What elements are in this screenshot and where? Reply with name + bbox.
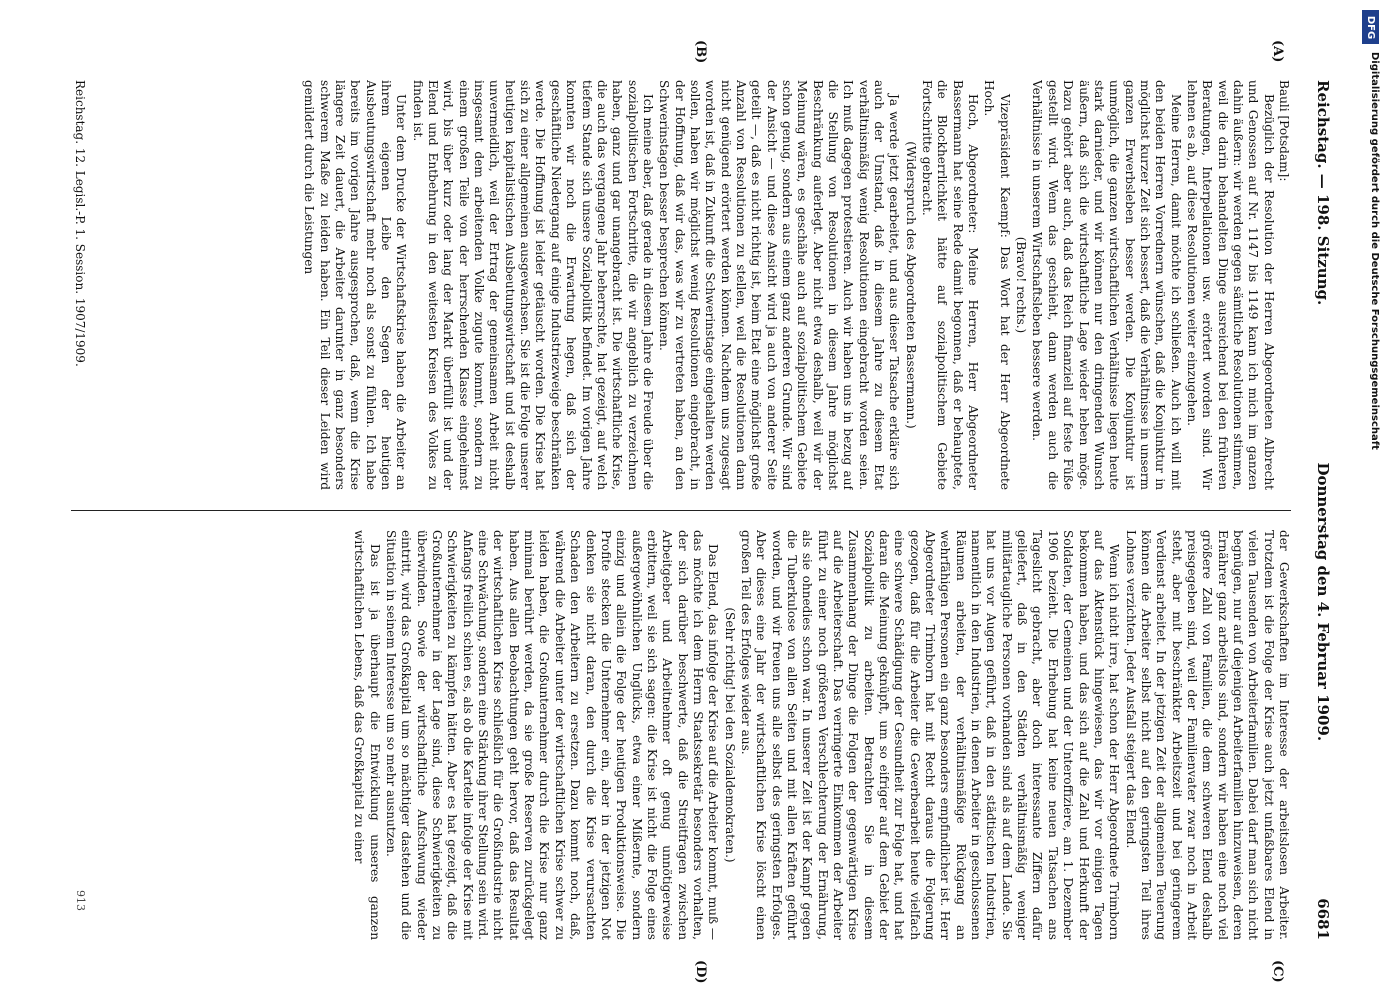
header-page-number: 6681 [1314, 898, 1332, 940]
paragraph: Das Elend, das infolge der Krise auf die Arbeiter kommt, muß — das möchte ich dem Herrn Staatssekretär besonders vorhalten, der sich darüber beschwerte, daß die Streitfragen zwischen Arbeitgeber und Arbeitnehmer oft genug unnötigerweise erbittern, weil sie sich sagen: die Krise ist nicht die Folge eines außergewöhnlichen Unglücks, etwa einer Mißernte, sondern einzig und allein die Folge der heutigen Produktionsweise. Die Profite stecken die Unternehmer ein, aber in der jetzigen Not denken sie nicht daran, den durch die Krise verursachten Schaden den Arbeitern zu ersetzen. Dazu kommt noch, daß, während die Arbeiter unter der wirtschaftlichen Krise schwer zu leiden haben, die Großunternehmer durch die Krise nur ganz minimal berührt werden, da sie große Reserven zurückgelegt haben. Aus allen Beobachtungen geht hervor, daß das Resultat der wirtschaftlichen Krise schließlich für die Großindustrie nicht eine Schwächung, sondern eine Stärkung ihrer Stellung sein wird. Anfangs freilich schien es, als ob die Kartelle infolge der Krise mit Schwierigkeiten zu kämpfen hätten. Aber es hat gezeigt, daß die Großunternehmer in der Lage sind, diese Schwierigkeiten zu überwinden. Sowie der wirtschaftliche Aufschwung wieder eintritt, wird das Großkapital um so mächtiger dastehen und die Situation in seinem Interesse um so mehr ausnutzen. [384, 530, 721, 940]
paragraph: Vizepräsident Kaempf: Das Wort hat der Herr Abgeordnete Hoch. [982, 80, 1012, 490]
page-header [1303, 80, 1343, 940]
margin-marker-a: (A) [1270, 40, 1285, 63]
interjection: (Sehr richtig! bei den Sozialdemokraten.) [722, 607, 737, 863]
margin-marker-b: (B) [693, 40, 708, 64]
paragraph: Unter dem Drucke der Wirtschaftskrise haben die Arbeiter an ihrem eigenen Leibe den Segen der heutigen Ausbeutungswirtschaft mehr noch als sonst zu fühlen. Ich habe bereits im vorigen Jahre ausgesprochen, daß, wenn die Krise längere Zeit dauert, die Arbeiter darunter in ganz besonders schwerem Maße zu leiden haben. Ein Teil dieser Leiden wird gemildert durch die Leistungen [302, 80, 409, 490]
page-footer: Reichstag. 12. Legisl.-P. 1. Session. 1907/1909. [73, 80, 87, 367]
header-left: Reichstag. — 198. Sitzung. [1314, 80, 1332, 306]
interjection: (Bravo! rechts.) [1014, 236, 1029, 334]
dfg-logo [1362, 10, 1379, 44]
left-column [71, 80, 1291, 490]
paragraph: Ich meine aber, daß gerade in diesem Jahre die Freude über die sozialpolitischen Fortschritte, die wir angeblich zu verzeichnen haben, ganz und gar unangebracht ist. Die wirtschaftliche Krise, die auch das vergangene Jahr beherrschte, hat gezeigt, auf welch tiefem Stande sich unsere Sozialpolitik befindet. Im vorigen Jahre konnten wir noch die Erwartung hegen, daß sich der geschäftliche Niedergang auf einige Industriezweige beschränken werde. Die Hoffnung ist leider getäuscht worden. Die Krise hat sich zu einer allgemeinen ausgewachsen. Sie ist die Folge unserer heutigen kapitalistischen Ausbeutungswirtschaft und ist deshalb unvermeidlich, weil der Ertrag der gemeinsamen Arbeit nicht insgesamt dem arbeitenden Volke zugute kommt, sondern zu einem großen Teile von der herrschenden Klasse eingeheimst wird, bis über kurz oder lang der Markt überfüllt ist und der Elend und Entbehrung in den weitesten Kreisen des Volkes zu finden ist. [410, 80, 655, 490]
right-column [71, 530, 1291, 940]
interjection: (Widerspruch des Abgeordneten Bassermann.) [903, 141, 918, 429]
paragraph: Ja werde jetzt gearbeitet, und aus dieser Tatsache erkläre sich auch der Umstand, daß in diesem Jahre zu diesem Etat verhältnismäßig wenig Resolutionen eingebracht worden seien. Ich muß dagegen protestieren. Auch wir haben uns in bezug auf die Stellung von Resolutionen in diesem Jahre möglichst Beschränkung auferlegt. Aber nicht etwa deshalb, weil wir der Meinung wären, es geschähe auch auf sozialpolitischem Gebiete schon genug, sondern aus einem ganz anderen Grunde. Wir sind der Ansicht — und diese Ansicht wird ja auch von anderer Seite geteilt —, daß es nicht richtig ist, beim Etat eine möglichst große Anzahl von Resolutionen zu stellen, weil die Resolutionen dann nicht genügend erörtert werden können. Nachdem uns zugesagt worden ist, daß in Zukunft die Schwerinstage eingehalten werden sollen, haben wir möglichst wenig Resolutionen eingebracht, in der Hoffnung, daß wir das, was wir zu vertreten haben, an den Schwerinstagen besser besprechen können. [657, 80, 902, 490]
dfg-logo-text: DFG [1365, 15, 1376, 39]
paragraph: Hoch, Abgeordneter: Meine Herren, Herr Abgeordneter Bassermann hat seine Rede damit begonnen, daß er behauptete, die Blockherrlichkeit hätte auf sozialpolitischem Gebiete Fortschritte gebracht. [920, 80, 981, 490]
paragraph: der Gewerkschaften im Interesse der arbeitslosen Arbeiter. Trotzdem ist die Folge der Krise auch jetzt unfaßbares Elend in vielen Tausenden von Arbeiterfamilien. Dabei darf man sich nicht begnügen, nur auf diejenigen Arbeiterfamilien hinzuweisen, deren Ernährer ganz arbeitslos sind, sondern wir haben eine noch viel größere Zahl von Familien, die dem schweren Elend deshalb preisgegeben sind, weil der Familienvater zwar noch in Arbeit steht, aber mit beschränkter Arbeitszeit und bei geringerem Verdienst arbeitet. In der jetzigen Zeit der allgemeinen Teuerung können die Arbeiter selbst nicht auf den geringsten Teil ihres Lohnes verzichten. Jeder Ausfall steigert das Elend. [1123, 530, 1291, 940]
paragraph: Bezüglich der Resolution der Herren Abgeordneten Albrecht und Genossen auf Nr. 1147 bis 1149 kann ich mich im ganzen dahin äußern: wir werden gegen sämtliche Resolutionen stimmen, weil die darin behandelten Dinge ausreichend bei den früheren Beratungen, Interpellationen usw. erörtert worden sind. Wir lehnen es ab, auf diese Resolutionen weiter einzugehen. [1184, 80, 1276, 490]
column-divider [71, 510, 1291, 511]
paragraph: Wenn ich nicht irre, hat schon der Herr Abgeordnete Trimborn auf das Aktenstück hingewiesen, das wir vor einigen Tagen bekommen haben, und das sich auf die Zahl und Herkunft der Soldaten, der Gemeinen und der Unteroffiziere, am 1. Dezember 1906 bezieht. Die Erhebung hat keine neuen Tatsachen ans Tageslicht gebracht, aber doch interessante Ziffern dafür geliefert, daß in den Städten verhältnismäßig weniger militärtaugliche Personen vorhanden sind als auf dem Lande. Sie hat uns vor Augen geführt, daß in den städtischen Industrien, namentlich in den Industrien, in denen Arbeiter in geschlossenen Räumen arbeiten, der verhältnismäßige Rückgang an wehrfähigen Personen ein ganz besonders empfindlicher ist. Herr Abgeordneter Trimborn hat mit Recht daraus die Folgerung gezogen, daß für die Arbeiter die Gewerbearbeit heute vielfach eine schwere Schädigung der Gesundheit zur Folge hat, und hat daran die Meinung geknüpft, um so eifriger auf dem Gebiet der Sozialpolitik zu arbeiten. Betrachten Sie in diesem Zusammenhang der Dinge die Folgen der gegenwärtigen Krise auf die Arbeiterschaft. Das verringerte Einkommen der Arbeiter führt zu einer noch größeren Verschlechterung der Ernährung, als sie ohnedies schon war. In unserer Zeit ist der Kampf gegen die Tuberkulose von allen Seiten und mit allen Kräften geführt worden, und wir freuen uns alle selbst des geringsten Erfolges. Aber dieses eine Jahr der wirtschaftlichen Krise löscht einen großen Teil des Erfolges wieder aus. [738, 530, 1122, 940]
page-content [0, 40, 1383, 984]
margin-marker-c: (C) [1270, 960, 1285, 983]
digitization-credit: Digitalisierung gefördert durch die Deutsche Forschungsgemeinschaft [1369, 52, 1380, 450]
margin-marker-d: (D) [693, 960, 708, 984]
sheet-number: 913 [74, 890, 87, 911]
speaker-line: Bauli [Potsdam]: [1277, 80, 1291, 182]
paragraph: Das ist ja überhaupt die Entwicklung unseres ganzen wirtschaftlichen Lebens, daß das Großkapital zu einer [352, 530, 382, 940]
paragraph: Meine Herren, damit möchte ich schließen. Auch ich will mit den beiden Herren Vorrednern wünschen, daß die Konjunktur in möglichst kurzer Zeit sich bessert, daß die Verhältnisse in unserm ganzen Erwerbsleben besser werden. Die Konjunktur ist unmöglich, die ganzen wirtschaftlichen Verhältnisse liegen heute stark darnieder, und wir können nur den dringenden Wunsch äußern, daß sich die wirtschaftliche Lage wieder heben möge. Dazu gehört aber auch, daß das Reich finanziell auf feste Füße gestellt wird. Wenn das geschieht, dann werden auch die Verhältnisse in unserem Wirtschaftsleben bessere werden. [1030, 80, 1183, 490]
header-date: Donnerstag den 4. Februar 1909. [1314, 462, 1332, 742]
